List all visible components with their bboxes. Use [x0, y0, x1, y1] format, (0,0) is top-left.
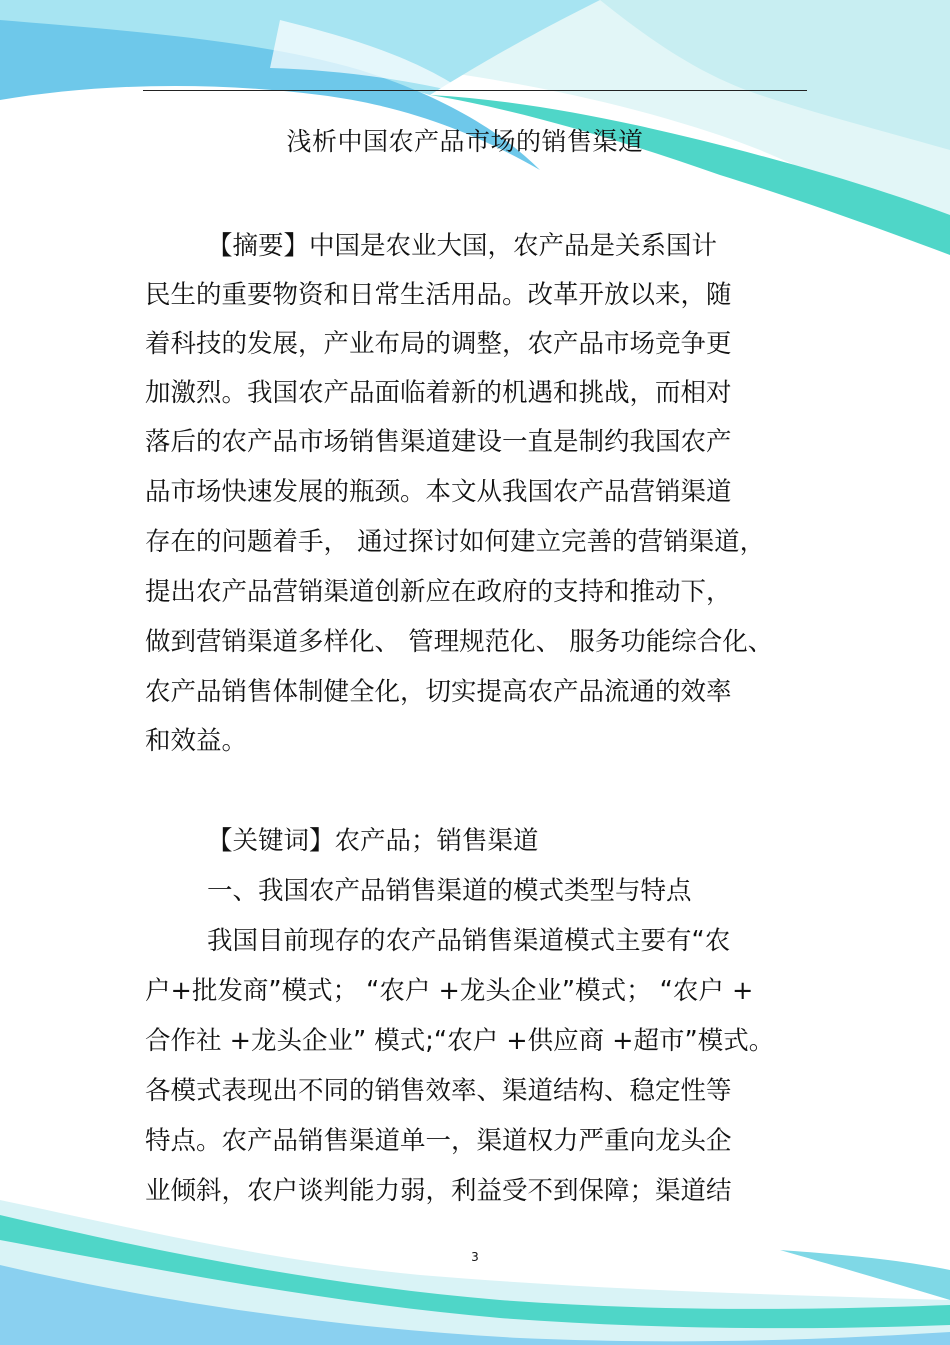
- abstract-line: 提出农产品营销渠道创新应在政府的支持和推动下，: [145, 577, 732, 607]
- body-line: 户+批发商”模式； “农户 +龙头企业”模式； “农户 +: [145, 976, 754, 1006]
- abstract-line: 落后的农产品市场销售渠道建设一直是制约我国农产: [145, 427, 732, 457]
- abstract-line: 农产品销售体制健全化，切实提高农产品流通的效率: [145, 677, 732, 707]
- document-title: 浅析中国农产品市场的销售渠道: [286, 127, 644, 156]
- body-line: 我国目前现存的农产品销售渠道模式主要有“农: [207, 926, 731, 956]
- body-line: 特点。农产品销售渠道单一，渠道权力严重向龙头企: [145, 1126, 732, 1156]
- body-line: 业倾斜，农户谈判能力弱，利益受不到保障；渠道结: [145, 1176, 732, 1206]
- abstract-line: 和效益。: [145, 726, 248, 756]
- abstract-line: 做到营销渠道多样化、 管理规范化、 服务功能综合化、: [145, 627, 774, 657]
- abstract-line: 品市场快速发展的瓶颈。本文从我国农产品营销渠道: [145, 477, 732, 507]
- section-heading: 一、我国农产品销售渠道的模式类型与特点: [207, 876, 692, 906]
- abstract-line: 加激烈。我国农产品面临着新的机遇和挑战，而相对: [145, 378, 732, 408]
- abstract-line: 【摘要】中国是农业大国，农产品是关系国计: [207, 231, 718, 261]
- page-number: 3: [471, 1250, 479, 1264]
- abstract-line: 民生的重要物资和日常生活用品。改革开放以来，随: [145, 280, 732, 310]
- keywords-line: 【关键词】农产品；销售渠道: [207, 826, 539, 856]
- abstract-line: 着科技的发展，产业布局的调整，农产品市场竞争更: [145, 329, 732, 359]
- header-rule: [143, 90, 807, 91]
- body-line: 各模式表现出不同的销售效率、渠道结构、稳定性等: [145, 1076, 732, 1106]
- abstract-line: 存在的问题着手， 通过探讨如何建立完善的营销渠道，: [145, 527, 766, 557]
- body-line: 合作社 +龙头企业” 模式;“农户 +供应商 +超市”模式。: [145, 1026, 775, 1056]
